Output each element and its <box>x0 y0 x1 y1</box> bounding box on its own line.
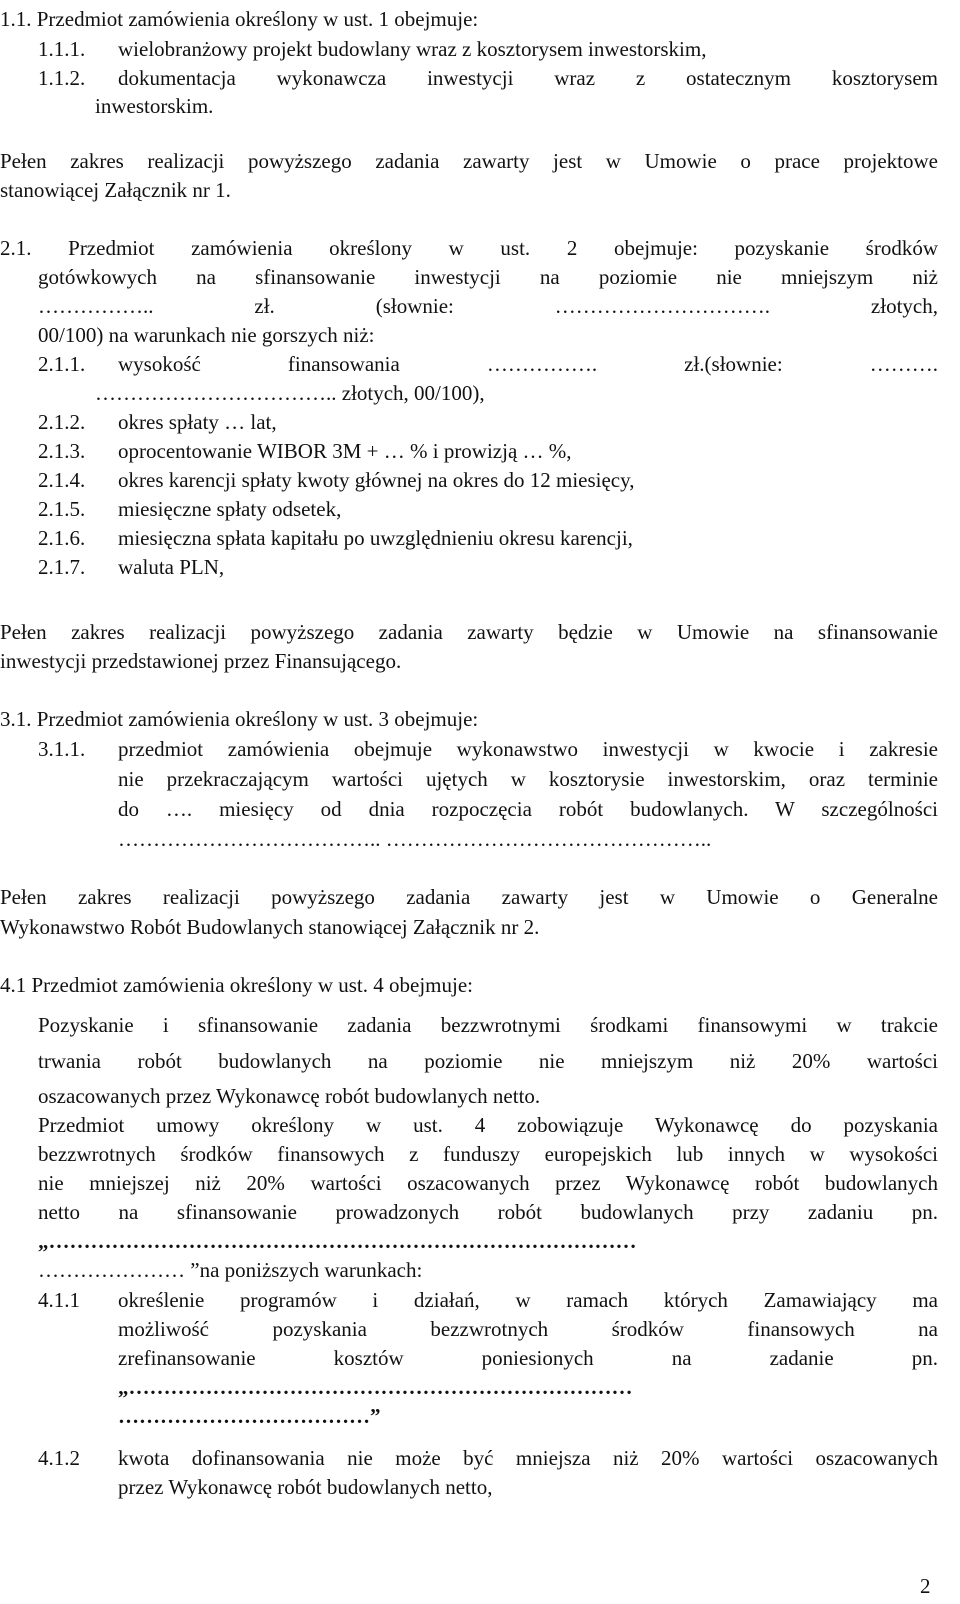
body-line: ………………… ”na poniższych warunkach: <box>38 1258 423 1282</box>
section-4-heading: 4.1 Przedmiot zamówienia określony w ust. 4 obejmuje: <box>0 973 473 997</box>
item-number: 2.1.1. <box>38 352 86 376</box>
item-text: wysokość finansowania ……………. zł.(słownie: ………. <box>118 352 938 376</box>
item-text-line: przez Wykonawcę robót budowlanych netto, <box>118 1475 493 1499</box>
body-line: Przedmiot umowy określony w ust. 4 zobowiązuje Wykonawcę do pozyskania <box>38 1113 938 1137</box>
body-line: nie mniejszej niż 20% wartości oszacowanych przez Wykonawcę robót budowlanych <box>38 1171 938 1195</box>
item-continuation: …………………………….. złotych, 00/100), <box>95 381 485 405</box>
item-number: 2.1.7. <box>38 555 86 579</box>
item-text: okres spłaty … lat, <box>118 410 277 434</box>
body-line: bezzwrotnych środków finansowych z funduszy europejskich lub innych w wysokości <box>38 1142 938 1166</box>
paragraph-line: stanowiącej Załącznik nr 1. <box>0 178 231 202</box>
section-2-heading: 2.1. Przedmiot zamówienia określony w ust. 2 obejmuje: pozyskanie środków <box>0 236 938 260</box>
dotted-title-line: ………………………………” <box>118 1404 381 1428</box>
item-text: miesięczna spłata kapitału po uwzględnieniu okresu karencji, <box>118 526 633 550</box>
item-text-line: ……………………………….. ……………………………………….. <box>118 827 712 851</box>
item-number: 4.1.2 <box>38 1446 80 1470</box>
item-number: 2.1.3. <box>38 439 86 463</box>
section-2-heading-line: 00/100) na warunkach nie gorszych niż: <box>38 323 375 347</box>
item-text: waluta PLN, <box>118 555 225 579</box>
item-number: 3.1.1. <box>38 737 86 761</box>
item-number: 1.1.2. <box>38 66 86 90</box>
section-2-heading-line: …………….. zł. (słownie: …………………………. złotych, <box>38 294 938 318</box>
paragraph-line: Pełen zakres realizacji powyższego zadania zawarty jest w Umowie o Generalne <box>0 885 938 909</box>
body-line: trwania robót budowlanych na poziomie nie mniejszym niż 20% wartości <box>38 1049 938 1073</box>
item-text-line: zrefinansowanie kosztów poniesionych na zadanie pn. <box>118 1346 938 1370</box>
page-number: 2 <box>920 1574 931 1598</box>
item-number: 1.1.1. <box>38 37 86 61</box>
section-1-heading: 1.1. Przedmiot zamówienia określony w ust. 1 obejmuje: <box>0 7 479 31</box>
item-text: oprocentowanie WIBOR 3M + … % i prowizją … %, <box>118 439 572 463</box>
item-number: 4.1.1 <box>38 1288 80 1312</box>
body-line: Pozyskanie i sfinansowanie zadania bezzwrotnymi środkami finansowymi w trakcie <box>38 1013 938 1037</box>
section-3-heading: 3.1. Przedmiot zamówienia określony w ust. 3 obejmuje: <box>0 707 479 731</box>
item-text-line: możliwość pozyskania bezzwrotnych środków finansowych na <box>118 1317 938 1341</box>
item-number: 2.1.6. <box>38 526 86 550</box>
item-text: okres karencji spłaty kwoty głównej na okres do 12 miesięcy, <box>118 468 635 492</box>
paragraph-line: Pełen zakres realizacji powyższego zadania zawarty będzie w Umowie na sfinansowanie <box>0 620 938 644</box>
paragraph-line: Pełen zakres realizacji powyższego zadania zawarty jest w Umowie o prace projektowe <box>0 149 938 173</box>
body-line: netto na sfinansowanie prowadzonych robót budowlanych przy zadaniu pn. <box>38 1200 938 1224</box>
item-number: 2.1.4. <box>38 468 86 492</box>
item-text: określenie programów i działań, w ramach których Zamawiający ma <box>118 1288 938 1312</box>
item-number: 2.1.5. <box>38 497 86 521</box>
item-continuation: inwestorskim. <box>95 94 214 118</box>
dotted-title-line: „………………………………………………………………………… <box>38 1229 637 1253</box>
item-text-line: nie przekraczającym wartości ujętych w kosztorysie inwestorskim, oraz terminie <box>118 767 938 791</box>
item-text: dokumentacja wykonawcza inwestycji wraz z ostatecznym kosztorysem <box>118 66 938 90</box>
item-text: przedmiot zamówienia obejmuje wykonawstwo inwestycji w kwocie i zakresie <box>118 737 938 761</box>
paragraph-line: inwestycji przedstawionej przez Finansującego. <box>0 649 402 673</box>
dotted-title-line: „……………………………………………………………… <box>118 1375 633 1399</box>
item-number: 2.1.2. <box>38 410 86 434</box>
item-text: kwota dofinansowania nie może być mniejsza niż 20% wartości oszacowanych <box>118 1446 938 1470</box>
section-2-heading-line: gotówkowych na sfinansowanie inwestycji na poziomie nie mniejszym niż <box>38 265 938 289</box>
item-text: miesięczne spłaty odsetek, <box>118 497 342 521</box>
body-line: oszacowanych przez Wykonawcę robót budowlanych netto. <box>38 1084 541 1108</box>
paragraph-line: Wykonawstwo Robót Budowlanych stanowiącej Załącznik nr 2. <box>0 915 540 939</box>
item-text-line: do …. miesięcy od dnia rozpoczęcia robót budowlanych. W szczególności <box>118 797 938 821</box>
item-text: wielobranżowy projekt budowlany wraz z kosztorysem inwestorskim, <box>118 37 707 61</box>
